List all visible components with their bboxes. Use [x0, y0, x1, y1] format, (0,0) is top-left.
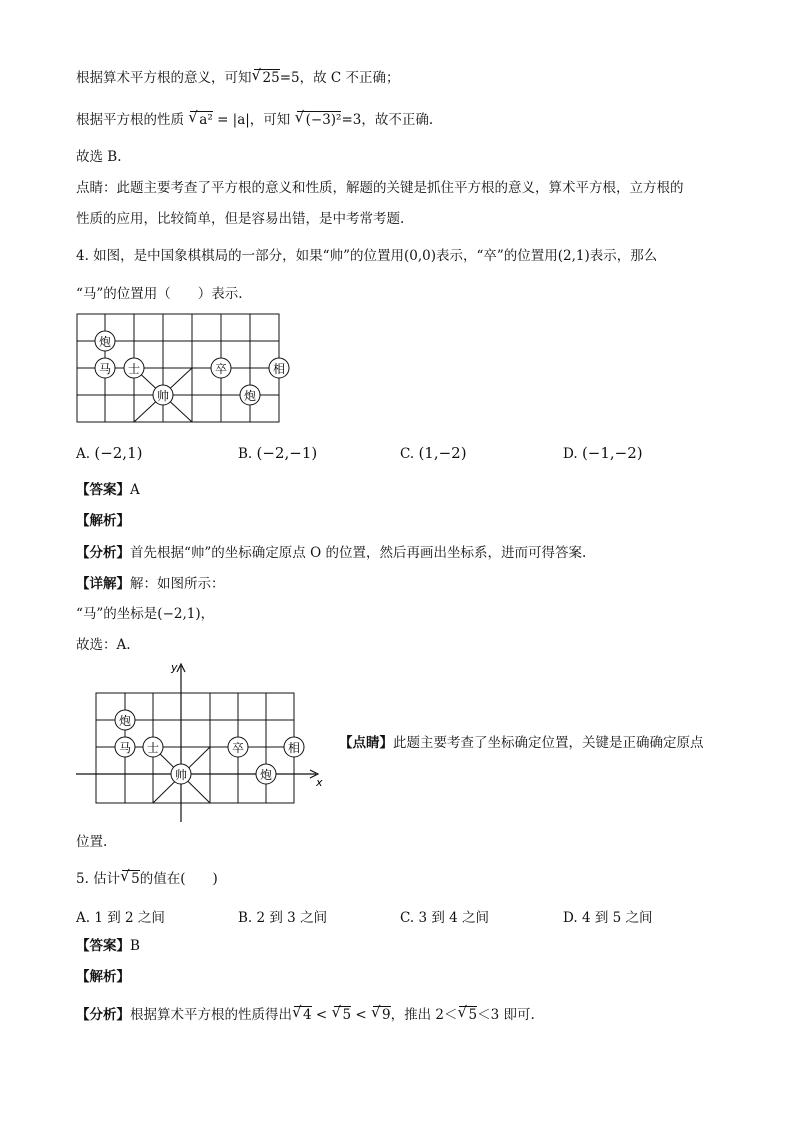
piece-label: 卒 — [231, 741, 245, 755]
sqrt-25: √ 25 — [254, 69, 280, 86]
option-label: D. — [563, 446, 578, 462]
q5-option-a[interactable] — [76, 906, 165, 926]
q4-option-d[interactable] — [563, 444, 643, 462]
piece-pao-1 — [95, 331, 115, 351]
x-axis-label: x — [316, 776, 323, 789]
piece-ma — [95, 358, 115, 378]
q3-choose: 故选 B. — [76, 149, 122, 165]
piece-label: 帅 — [156, 389, 170, 403]
q4-option-c[interactable] — [400, 444, 467, 462]
piece-pao-1 — [115, 710, 135, 730]
q4-stem-2: “马”的位置用（ ）表示. — [76, 286, 243, 302]
piece-label: 马 — [98, 362, 112, 376]
text: 此题主要考查了坐标确定位置，关键是正确确定原点 — [393, 735, 704, 751]
piece-label: 士 — [127, 362, 141, 376]
q5-fenxi — [76, 1006, 535, 1024]
q3-comment-1 — [76, 179, 684, 197]
piece-zu — [211, 358, 231, 378]
q4-stem-1: 4. 如图，是中国象棋棋局的一部分，如果“帅”的位置用(0,0)表示，“卒”的位置用(2,1)表示，那么 — [76, 248, 658, 264]
piece-xiang — [284, 737, 304, 757]
sqrt-5: √ 5 — [122, 870, 140, 887]
piece-shuai — [153, 385, 173, 405]
q5-stem — [76, 870, 218, 888]
q4-detail — [76, 575, 225, 593]
q5-option-d[interactable] — [563, 906, 653, 926]
option-label: A. — [76, 446, 91, 462]
option-label: C. — [400, 446, 415, 462]
option-label: B. — [238, 446, 253, 462]
piece-label: 马 — [118, 741, 132, 755]
option-label: C. — [400, 910, 415, 926]
sqrt-5: √ 5 — [459, 1006, 477, 1023]
detail-label: 【详解】 — [76, 576, 130, 592]
y-axis-label: y — [171, 661, 178, 674]
q4-analysis-label: 【解析】 — [76, 513, 130, 529]
text: 根据平方根的性质 — [76, 112, 184, 128]
text: 首先根据“帅”的坐标确定原点 O 的位置，然后再画出坐标系，进而可得答案. — [130, 545, 587, 561]
option-label: A. — [76, 910, 91, 926]
fenxi-label: 【分析】 — [76, 1007, 130, 1023]
q4-choose: 故选：A. — [76, 637, 131, 653]
option-value: (1,−2) — [418, 444, 467, 462]
piece-label: 相 — [272, 362, 286, 376]
text: ＜3 即可. — [477, 1007, 535, 1023]
q3-line-1 — [76, 69, 400, 87]
answer-label: 【答案】 — [76, 482, 130, 498]
piece-shuai — [171, 764, 191, 784]
text: 5. 估计 — [76, 871, 121, 887]
piece-pao-2 — [240, 385, 260, 405]
text: 的值在( ) — [139, 871, 218, 887]
chess-board-figure — [70, 308, 290, 428]
piece-label: 炮 — [118, 714, 132, 728]
text: = |a|，可知 — [217, 112, 291, 128]
q3-comment-2: 性质的应用，比较简单，但是容易出错，是中考常考题. — [76, 211, 405, 227]
text: < — [311, 1007, 332, 1023]
y-axis — [174, 664, 188, 822]
piece-label: 炮 — [259, 768, 273, 782]
text: 解：如图所示： — [130, 576, 225, 592]
q5-answer — [76, 937, 140, 955]
piece-pao-2 — [256, 764, 276, 784]
sqrt-9: √ 9 — [373, 1006, 391, 1023]
piece-label: 帅 — [174, 768, 188, 782]
piece-label: 炮 — [243, 389, 257, 403]
option-value: 2 到 3 之间 — [256, 910, 328, 926]
option-value: (−2,−1) — [256, 444, 318, 462]
option-value: 4 到 5 之间 — [581, 910, 653, 926]
q3-line-2 — [76, 111, 433, 129]
q5-option-b[interactable] — [238, 906, 327, 926]
q5-analysis-label: 【解析】 — [76, 969, 130, 985]
fenxi-label: 【分析】 — [76, 545, 130, 561]
answer-value: A — [130, 482, 140, 498]
dianjing-label: 【点睛】 — [339, 735, 393, 751]
q4-dianjing — [339, 734, 704, 752]
q4-answer — [76, 481, 140, 499]
sqrt-neg3-squared: √ (−3)² — [297, 111, 342, 128]
option-value: 1 到 2 之间 — [94, 910, 165, 926]
q4-dianjing-2: 位置. — [76, 834, 108, 850]
text: =3，故不正确. — [341, 112, 434, 128]
piece-ma — [115, 737, 135, 757]
coordinate-board-figure — [70, 660, 330, 828]
q4-option-b[interactable] — [238, 444, 317, 462]
text: ，推出 2＜ — [390, 1007, 458, 1023]
text: 根据算术平方根的意义，可知 — [76, 70, 252, 86]
sqrt-4: √ 4 — [294, 1006, 312, 1023]
piece-label: 卒 — [214, 362, 228, 376]
q5-option-c[interactable] — [400, 906, 489, 926]
answer-value: B — [130, 938, 140, 954]
text: 此题主要考查了平方根的意义和性质，解题的关键是抓住平方根的意义，算术平方根，立方根的 — [116, 180, 684, 196]
option-value: (−1,−2) — [581, 444, 643, 462]
option-value: 3 到 4 之间 — [418, 910, 489, 926]
answer-label: 【答案】 — [76, 938, 130, 954]
option-label: D. — [563, 910, 578, 926]
piece-xiang — [269, 358, 289, 378]
piece-label: 相 — [287, 741, 301, 755]
text: =5，故 C 不正确； — [279, 70, 400, 86]
text: < — [351, 1007, 371, 1023]
sqrt-a-squared: √ a² — [190, 111, 212, 128]
x-axis — [76, 770, 318, 778]
piece-zu — [228, 737, 248, 757]
sqrt-5: √ 5 — [334, 1006, 352, 1023]
q4-ma-coord: “马”的坐标是(−2,1)， — [76, 606, 215, 622]
q4-option-a[interactable] — [76, 444, 142, 462]
piece-shi — [124, 358, 144, 378]
option-label: B. — [238, 910, 253, 926]
comment-label: 点睛： — [76, 180, 117, 196]
piece-label: 士 — [146, 741, 160, 755]
piece-label: 炮 — [98, 335, 112, 349]
text: 根据算术平方根的性质得出 — [130, 1007, 292, 1023]
q4-fenxi — [76, 544, 586, 562]
piece-shi — [143, 737, 163, 757]
option-value: (−2,1) — [94, 444, 143, 462]
